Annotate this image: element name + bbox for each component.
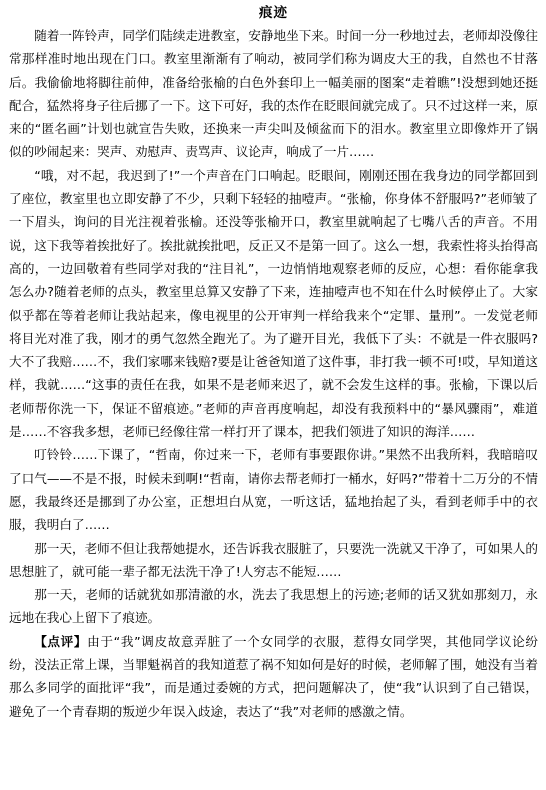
commentary-label: 【点评】 [34,633,88,649]
essay-paragraph-1: 随着一阵铃声，同学们陆续走进教室，安静地坐下来。时间一分一秒地过去，老师却没像往常那样准时地出现在门口。教室里渐渐有了响动，被同学们称为调皮大王的我，自然也不甘落后。我偷偷地将脚往前伸，准备给张榆的白色外套印上一幅美丽的图案“走着瞧”!没想到她还挺配合，猛然将身子往后挪了一下。这下可好，我的杰作在眨眼间就完成了。只不过这样一来，原来的“匿名画”计划也就宣告失败，还换来一声尖叫及倾盆而下的泪水。教室里立即像炸开了锅似的吵闹起来：哭声、劝慰声、责骂声、议论声，响成了一片…… [9,28,538,160]
commentary [9,630,538,723]
commentary-text: 由于“我”调皮故意弄脏了一个女同学的衣服，惹得女同学哭，其他同学议论纷纷，没法正常上课，当罪魁祸首的我知道惹了祸不知如何是好的时候，老师解了围，她没有当着那么多同学的面批评“我”，而是通过委婉的方式，把问题解决了，使“我”认识到了自己错误，避免了一个青春期的叛逆少年误入歧途，表达了“我”对老师的感激之情。 [9,633,538,719]
essay-title: 痕迹 [259,5,288,21]
essay-paragraph-5: 那一天，老师的话就犹如那清澈的水，洗去了我思想上的污迹;老师的话又犹如那刻刀，永远地在我心上留下了痕迹。 [9,587,538,626]
essay-paragraph-3: 叮铃铃……下课了，“哲南，你过来一下，老师有事要跟你讲。”果然不出我所料，我暗暗叹了口气——不是不报，时候未到啊!“哲南，请你去帮老师打一桶水，好吗?”带着十二万分的不情愿，我最终还是挪到了办公室，正想坦白从宽，一听这话，猛地抬起了头，看到老师手中的衣服，我明白了…… [9,447,538,533]
essay-paragraph-2: “哦，对不起，我迟到了!”一个声音在门口响起。眨眼间，刚刚还围在我身边的同学都回到了座位，教室里也立即安静了不少，只剩下轻轻的抽噎声。“张榆，你身体不舒服吗?”老师皱了一下眉头，询问的目光注视着张榆。还没等张榆开口，教室里就响起了七嘴八舌的声音。不用说，这下我等着挨批好了。挨批就挨批吧，反正又不是第一回了。这么一想，我索性将头抬得高高的，一边回敬着有些同学对我的“注目礼”，一边悄悄地观察老师的反应，心想：看你能拿我怎么办?随着老师的点头，教室里总算又安静了下来，连抽噎声也不知在什么时候停止了。大家似乎都在等着老师让我站起来，像电视里的公开审判一样给我来个“定罪、量刑”。一发觉老师将目光对准了我，刚才的勇气忽然全跑光了。为了避开目光，我低下了头：不就是一件衣服吗?大不了我赔……不，我们家哪来钱赔?要是让爸爸知道了这件事，非打我一顿不可!哎，早知道这样，我就……“这事的责任在我，如果不是老师来迟了，就不会发生这样的事。张榆，下课以后老师帮你洗一下，保证不留痕迹。”老师的声音再度响起，却没有我预料中的“暴风骤雨”，难道是……不容我多想，老师已经像往常一样打开了课本，把我们领进了知识的海洋…… [9,167,538,440]
essay-paragraph-4: 那一天，老师不但让我帮她提水，还告诉我衣服脏了，只要洗一洗就又干净了，可如果人的思想脏了，就可能一辈子都无法洗干净了!人穷志不能短…… [9,540,538,579]
